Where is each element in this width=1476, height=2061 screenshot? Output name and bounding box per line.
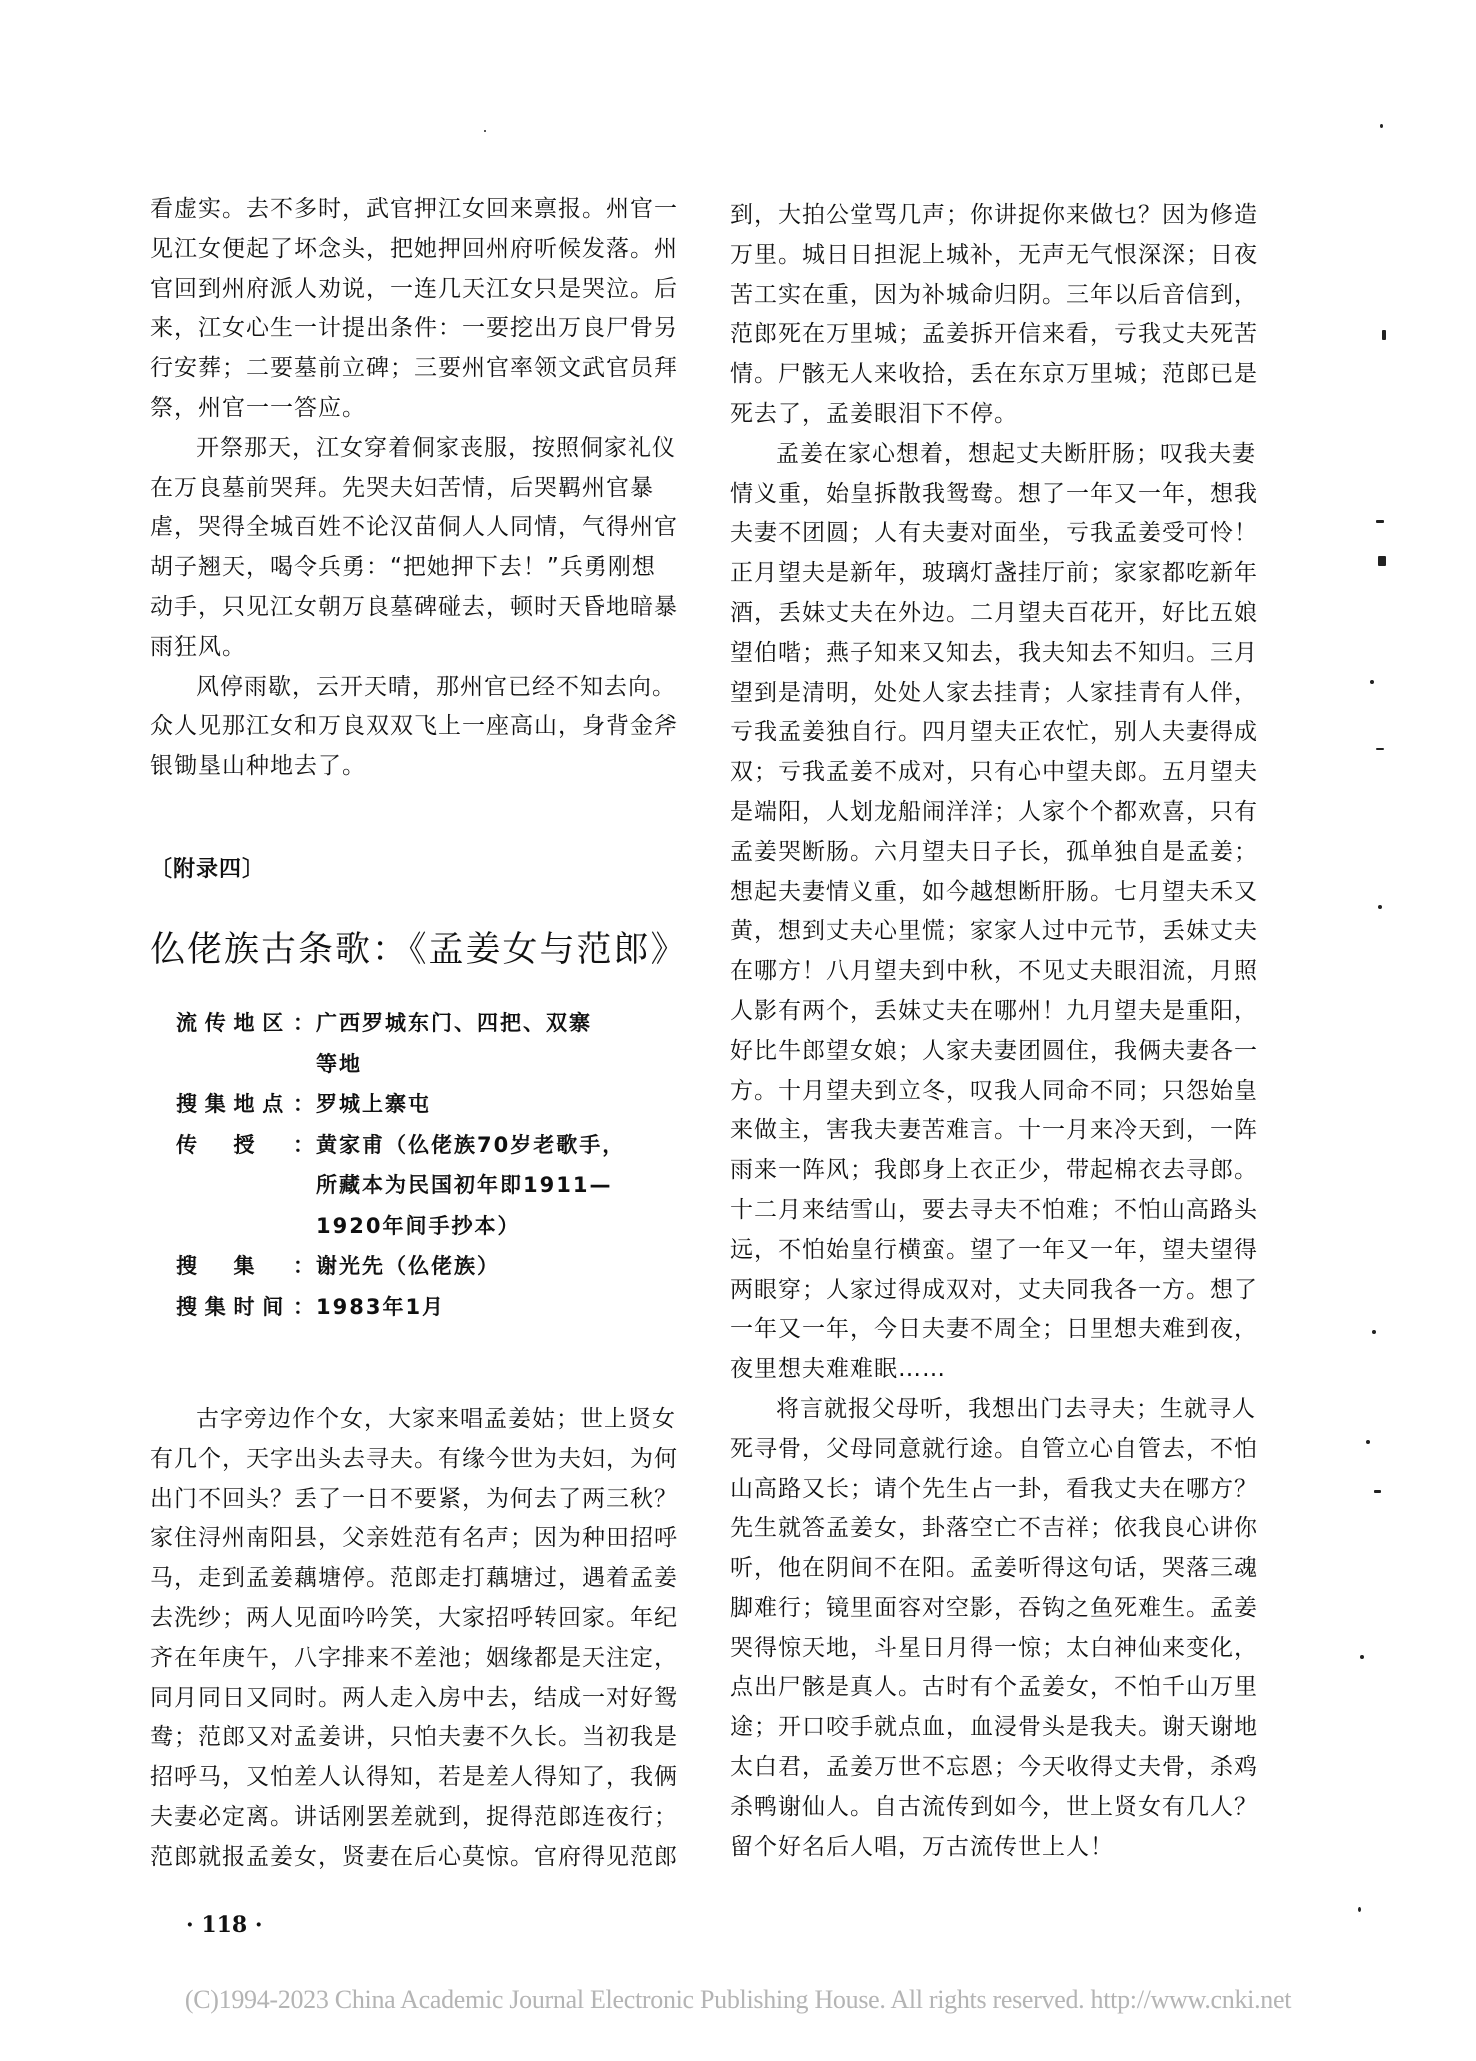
text-line: 好比牛郎望女娘；人家夫妻团圆住，我俩夫妻各一 <box>730 1037 1258 1064</box>
paragraph <box>150 190 682 429</box>
text-line: 夫妻必定离。讲话刚罢差就到，捉得范郎连夜行； <box>150 1803 678 1830</box>
metadata-colon: ： <box>293 1254 316 1278</box>
metadata-key-char: 时 <box>233 1294 257 1319</box>
metadata-key-char: 间 <box>262 1294 286 1319</box>
text-line: 情义重，始皇拆散我鸳鸯。想了一年又一年，想我 <box>730 480 1258 507</box>
metadata-value <box>316 1084 696 1125</box>
paragraph <box>150 668 682 787</box>
song-title: 仫佬族古条歌：《孟姜女与范郎》 <box>150 930 688 970</box>
metadata-value-line: 1983年1月 <box>316 1294 446 1319</box>
text-line: 在哪方！八月望夫到中秋，不见丈夫眼泪流，月照 <box>730 958 1258 985</box>
text-line: 古字旁边作个女，大家来唱孟姜姑；世上贤女 <box>196 1406 676 1432</box>
metadata-key-char: 流 <box>176 1011 199 1035</box>
metadata-value <box>316 1246 696 1287</box>
text-line: 死寻骨，父母同意就行途。自管立心自管去，不怕 <box>730 1435 1258 1462</box>
scan-speck <box>1370 680 1374 684</box>
text-line: 哭得惊天地，斗星日月得一惊；太白神仙来变化， <box>730 1634 1258 1661</box>
text-line: 万里。城日日担泥上城补，无声无气恨深深；日夜 <box>730 241 1258 268</box>
metadata-value-line: 等地 <box>316 1051 362 1076</box>
text-line: 齐在年庚午，八字排来不差池；姻缘都是天注定， <box>150 1644 678 1671</box>
text-line: 来，江女心生一计提出条件：一要挖出万良尸骨另 <box>150 315 678 342</box>
text-line: 留个好名后人唱，万古流传世上人！ <box>730 1833 1114 1860</box>
metadata-row <box>176 1003 696 1084</box>
metadata-key-char: 区 <box>262 1011 286 1035</box>
text-line: 死去了，孟姜眼泪下不停。 <box>730 400 1018 427</box>
text-line: 银锄垦山种地去了。 <box>150 753 366 780</box>
text-line: 正月望夫是新年，玻璃灯盏挂厅前；家家都吃新年 <box>730 560 1258 587</box>
metadata-row <box>176 1084 696 1125</box>
text-line: 两眼穿；人家过得成双对，丈夫同我各一方。想了 <box>730 1276 1258 1303</box>
metadata-row <box>176 1125 696 1247</box>
text-line: 孟姜在家心想着，想起丈夫断肝肠；叹我夫妻 <box>776 440 1256 467</box>
text-line: 马，走到孟姜藕塘停。范郎走打藕塘过，遇着孟姜 <box>150 1565 678 1592</box>
paragraph <box>730 196 1290 435</box>
metadata-key-char: 搜 <box>176 1092 199 1116</box>
text-line: 众人见那江女和万良双双飞上一座高山，身背金斧 <box>150 713 678 740</box>
text-line: 胡子翘天，喝令兵勇：“把她押下去！”兵勇刚想 <box>150 554 656 581</box>
scan-speck <box>1380 124 1383 128</box>
page-number: · 118 · <box>186 1912 263 1938</box>
metadata-colon: ： <box>293 1132 316 1157</box>
text-line: 夫妻不团圆；人有夫妻对面坐，亏我孟姜受可怜！ <box>730 520 1258 547</box>
text-line: 亏我孟姜独自行。四月望夫正农忙，别人夫妻得成 <box>730 719 1258 746</box>
scan-speck <box>1382 330 1386 340</box>
metadata-key-char: 传 <box>176 1132 199 1157</box>
appendix-label: 〔附录四〕 <box>150 857 266 882</box>
text-line: 苦工实在重，因为补城命归阴。三年以后音信到， <box>730 281 1258 308</box>
metadata-colon: ： <box>293 1011 316 1035</box>
left-column-song <box>150 1400 682 1878</box>
text-line: 点出尸骸是真人。古时有个孟姜女，不怕千山万里 <box>730 1674 1258 1701</box>
text-line: 是端阳，人划龙船闹洋洋；人家个个都欢喜，只有 <box>730 798 1258 825</box>
scan-speck <box>1378 556 1386 566</box>
text-line: 想起夫妻情义重，如今越想断肝肠。七月望夫禾又 <box>730 878 1258 905</box>
text-line: 招呼马，又怕差人认得知，若是差人得知了，我俩 <box>150 1764 678 1791</box>
metadata-value-line: 广西罗城东门、四把、双寨 <box>316 1011 592 1035</box>
text-line: 孟姜哭断肠。六月望夫日子长，孤单独自是孟姜； <box>730 838 1258 865</box>
metadata-key-char: 集 <box>233 1254 257 1278</box>
paragraph <box>150 1400 682 1878</box>
text-line: 见江女便起了坏念头，把她押回州府听候发落。州 <box>150 235 678 262</box>
scan-speck <box>1376 520 1384 523</box>
metadata-key-char: 搜 <box>176 1254 199 1278</box>
text-line: 山高路又长；请个先生占一卦，看我丈夫在哪方？ <box>730 1475 1258 1502</box>
text-line: 看虚实。去不多时，武官押江女回来禀报。州官一 <box>150 196 678 222</box>
text-line: 听，他在阴间不在阳。孟姜听得这句话，哭落三魂 <box>730 1555 1258 1582</box>
metadata-value <box>316 1125 696 1247</box>
text-line: 途；开口咬手就点血，血浸骨头是我夫。谢天谢地 <box>730 1714 1258 1741</box>
text-line: 雨狂风。 <box>150 633 246 660</box>
collection-metadata <box>176 1003 696 1327</box>
metadata-key <box>176 1003 316 1084</box>
paragraph <box>730 1390 1290 1868</box>
scan-speck <box>1378 905 1382 909</box>
text-line: 黄，想到丈夫心里慌；家家人过中元节，丢妹丈夫 <box>730 918 1258 945</box>
scan-speck <box>1376 748 1384 750</box>
text-line: 去洗纱；两人见面吟吟笑，大家招呼转回家。年纪 <box>150 1604 678 1631</box>
metadata-row <box>176 1287 696 1328</box>
metadata-key-char: 搜 <box>176 1294 199 1319</box>
metadata-value-line: 罗城上寨屯 <box>316 1092 431 1116</box>
metadata-colon: ： <box>293 1092 316 1116</box>
right-column-song <box>730 196 1290 1867</box>
left-column-story <box>150 190 682 787</box>
metadata-value <box>316 1003 696 1084</box>
text-line: 人影有两个，丢妹丈夫在哪州！九月望夫是重阳， <box>730 997 1258 1024</box>
text-line: 风停雨歇，云开天晴，那州官已经不知去向。 <box>196 673 676 700</box>
metadata-key-char: 集 <box>204 1294 228 1319</box>
copyright-footer: (C)1994-2023 China Academic Journal Electronic Publishing House. All rights reserved. http://www.cnki.net <box>184 1985 1292 2014</box>
metadata-key <box>176 1084 316 1125</box>
metadata-row <box>176 1246 696 1287</box>
metadata-value <box>316 1287 696 1328</box>
text-line: 官回到州府派人劝说，一连几天江女只是哭泣。后 <box>150 275 678 302</box>
metadata-value-line: 谢光先（仫佬族） <box>316 1254 500 1278</box>
metadata-key-char: 地 <box>233 1092 257 1116</box>
text-line: 虐，哭得全城百姓不论汉苗侗人人同情，气得州官 <box>150 514 678 541</box>
metadata-value-line: 所藏本为民国初年即1911— <box>316 1173 613 1197</box>
text-line: 远，不怕始皇行横蛮。望了一年又一年，望夫望得 <box>730 1236 1258 1263</box>
text-line: 十二月来结雪山，要去寻夫不怕难；不怕山高路头 <box>730 1196 1258 1223</box>
text-line: 一年又一年，今日夫妻不周全；日里想夫难到夜， <box>730 1316 1258 1343</box>
text-line: 动手，只见江女朝万良墓碑碰去，顿时天昏地暗暴 <box>150 593 678 620</box>
text-line: 范郎死在万里城；孟姜拆开信来看，亏我丈夫死苦 <box>730 321 1258 348</box>
metadata-colon: ： <box>293 1294 316 1319</box>
text-line: 望到是清明，处处人家去挂青；人家挂青有人伴， <box>730 679 1258 706</box>
metadata-key-char: 集 <box>204 1092 228 1116</box>
metadata-key-char: 地 <box>233 1011 257 1035</box>
text-line: 范郎就报孟姜女，贤妻在后心莫惊。官府得见范郎 <box>150 1843 678 1870</box>
text-line: 开祭那天，江女穿着侗家丧服，按照侗家礼仪 <box>196 434 676 461</box>
text-line: 家住浔州南阳县，父亲姓范有名声；因为种田招呼 <box>150 1525 678 1552</box>
paragraph <box>150 429 682 668</box>
scan-speck <box>1360 1655 1364 1659</box>
text-line: 脚难行；镜里面容对空影，吞钩之鱼死难生。孟姜 <box>730 1594 1258 1621</box>
text-line: 酒，丢妹丈夫在外边。二月望夫百花开，好比五娘 <box>730 599 1258 626</box>
metadata-key <box>176 1287 316 1328</box>
text-line: 到，大拍公堂骂几声；你讲捉你来做乜？因为修造 <box>730 202 1258 228</box>
text-line: 太白君，孟姜万世不忘恩；今天收得丈夫骨，杀鸡 <box>730 1754 1258 1781</box>
text-line: 在万良墓前哭拜。先哭夫妇苦情，后哭羁州官暴 <box>150 474 654 501</box>
text-line: 夜里想夫难难眠…… <box>730 1356 946 1383</box>
text-line: 来做主，害我夫妻苦难言。十一月来冷天到，一阵 <box>730 1117 1258 1144</box>
metadata-key-char: 授 <box>233 1132 257 1157</box>
text-line: 望伯喈；燕子知来又知去，我夫知去不知归。三月 <box>730 639 1258 666</box>
text-line: 鸯；范郎又对孟姜讲，只怕夫妻不久长。当初我是 <box>150 1724 678 1751</box>
text-line: 双；亏我孟姜不成对，只有心中望夫郎。五月望夫 <box>730 759 1258 786</box>
text-line: 同月同日又同时。两人走入房中去，结成一对好鸳 <box>150 1684 678 1711</box>
metadata-key <box>176 1125 316 1247</box>
paragraph <box>730 435 1290 1390</box>
metadata-key <box>176 1246 316 1287</box>
scan-speck <box>484 130 486 132</box>
text-line: 行安葬；二要墓前立碑；三要州官率领文武官员拜 <box>150 355 678 382</box>
text-line: 方。十月望夫到立冬，叹我人同命不同；只怨始皇 <box>730 1077 1258 1104</box>
text-line: 雨来一阵风；我郎身上衣正少，带起棉衣去寻郎。 <box>730 1157 1258 1184</box>
text-line: 情。尸骸无人来收拾，丢在东京万里城；范郎已是 <box>730 361 1258 388</box>
metadata-value-line: 黄家甫（仫佬族70岁老歌手， <box>316 1132 626 1157</box>
text-line: 将言就报父母听，我想出门去寻夫；生就寻人 <box>776 1395 1256 1422</box>
text-line: 杀鸭谢仙人。自古流传到如今，世上贤女有几人？ <box>730 1793 1258 1820</box>
text-line: 祭，州官一一答应。 <box>150 394 366 421</box>
metadata-key-char: 点 <box>262 1092 286 1116</box>
text-line: 先生就答孟姜女，卦落空亡不吉祥；依我良心讲你 <box>730 1515 1258 1542</box>
scan-speck <box>1366 1440 1370 1444</box>
scan-speck <box>1372 1330 1376 1334</box>
scan-speck <box>1358 1907 1361 1912</box>
text-line: 有几个，天字出头去寻夫。有缘今世为夫妇，为何 <box>150 1445 678 1472</box>
metadata-key-char: 传 <box>204 1011 228 1035</box>
metadata-value-line: 1920年间手抄本） <box>316 1213 521 1238</box>
scan-speck <box>1374 1490 1381 1493</box>
text-line: 出门不回头？丢了一日不要紧，为何去了两三秋？ <box>150 1485 678 1512</box>
